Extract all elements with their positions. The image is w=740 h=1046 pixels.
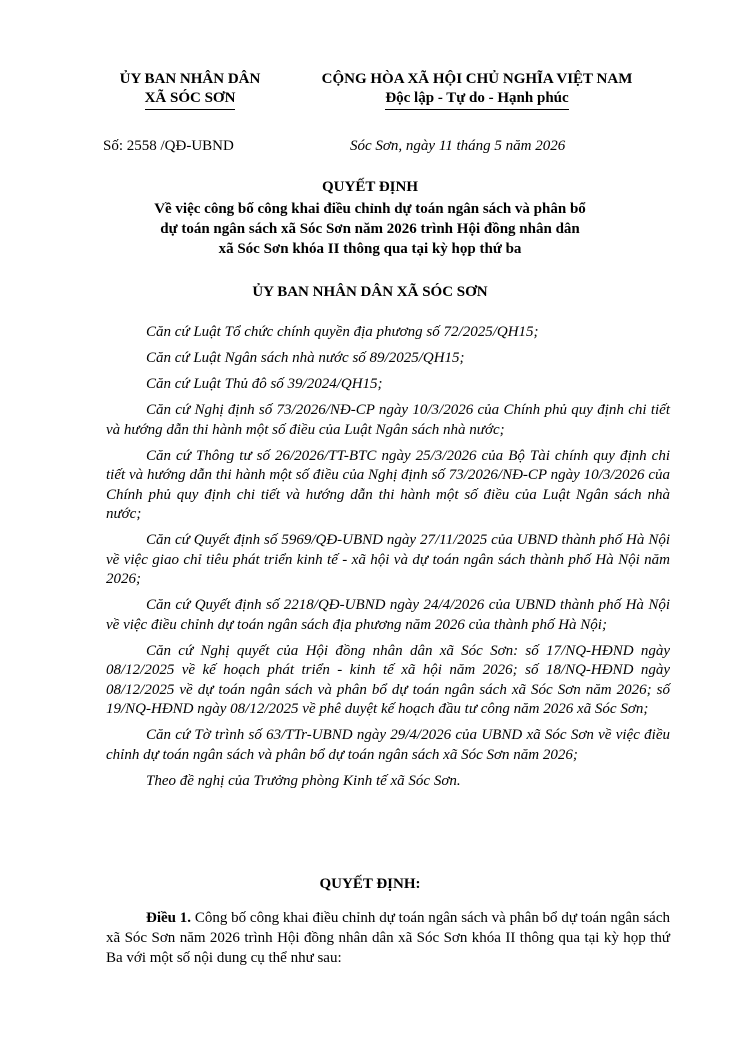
agency-line-2: XÃ SÓC SƠN: [145, 89, 236, 110]
basis-item: Căn cứ Nghị định số 73/2026/NĐ-CP ngày 10/3/2026 của Chính phủ quy định chi tiết và hướng dẫn thi hành một số điều của Luật Ngân sách nhà nước;: [106, 402, 670, 438]
legal-bases: [106, 323, 670, 798]
basis-item: Căn cứ Quyết định số 2218/QĐ-UBND ngày 24/4/2026 của UBND thành phố Hà Nội về việc điều chỉnh dự toán ngân sách địa phương năm 2026 của thành phố Hà Nội;: [106, 597, 670, 633]
national-motto: [292, 70, 662, 110]
country-name: CỘNG HÒA XÃ HỘI CHỦ NGHĨA VIỆT NAM: [321, 71, 633, 87]
issuing-agency: [100, 70, 280, 110]
basis-item: Căn cứ Luật Thủ đô số 39/2024/QH15;: [146, 376, 383, 392]
basis-item: Căn cứ Quyết định số 5969/QĐ-UBND ngày 27/11/2025 của UBND thành phố Hà Nội về việc giao chỉ tiêu phát triển kinh tế - xã hội và dự toán ngân sách thành phố Hà Nội năm 2026;: [106, 532, 670, 587]
subtitle-line-2: dự toán ngân sách xã Sóc Sơn năm 2026 trình Hội đồng nhân dân: [160, 221, 580, 237]
agency-line-1: ỦY BAN NHÂN DÂN: [119, 71, 261, 87]
article-1-text: Công bố công khai điều chỉnh dự toán ngân sách và phân bổ dự toán ngân sách xã Sóc Sơn năm 2026 trình Hội đồng nhân dân xã Sóc Sơn khóa II thông qua tại kỳ họp thứ Ba với một số nội dung cụ thể như sau:: [106, 910, 670, 966]
document-title: QUYẾT ĐỊNH: [322, 179, 418, 195]
basis-item: Căn cứ Luật Tổ chức chính quyền địa phương số 72/2025/QH15;: [146, 324, 539, 340]
basis-item: Căn cứ Thông tư số 26/2026/TT-BTC ngày 25/3/2026 của Bộ Tài chính quy định chi tiết và hướng dẫn thi hành một số điều của Nghị định số 73/2026/NĐ-CP ngày 10/3/2026 của Chính phủ quy định chi tiết và hướng dẫn thi hành một số điều của Luật Ngân sách nhà nước;: [106, 447, 670, 522]
document-number: Số: 2558 /QĐ-UBND: [103, 138, 234, 154]
basis-item: Căn cứ Nghị quyết của Hội đồng nhân dân xã Sóc Sơn: số 17/NQ-HĐND ngày 08/12/2025 về kế hoạch phát triển - kinh tế xã hội năm 2026; số 18/NQ-HĐND ngày 08/12/2025 về dự toán ngân sách và phân bổ dự toán ngân sách xã Sóc Sơn năm 2026; số 19/NQ-HĐND ngày 08/12/2025 về phê duyệt kế hoạch đầu tư công năm 2026 xã Sóc Sơn;: [106, 642, 670, 717]
article-1: [106, 908, 670, 968]
place-date: Sóc Sơn, ngày 11 tháng 5 năm 2026: [350, 138, 566, 154]
basis-item: Căn cứ Luật Ngân sách nhà nước số 89/2025/QH15;: [146, 350, 465, 366]
subtitle-line-1: Về việc công bố công khai điều chỉnh dự toán ngân sách và phân bổ: [154, 201, 586, 217]
basis-item: Theo đề nghị của Trưởng phòng Kinh tế xã Sóc Sơn.: [146, 772, 461, 789]
subtitle-line-3: xã Sóc Sơn khóa II thông qua tại kỳ họp thứ ba: [218, 241, 522, 257]
issuer-heading: ỦY BAN NHÂN DÂN XÃ SÓC SƠN: [252, 284, 488, 300]
article-1-label: Điều 1.: [146, 910, 192, 926]
document-subtitle: [100, 199, 640, 259]
basis-item: Căn cứ Tờ trình số 63/TTr-UBND ngày 29/4/2026 của UBND xã Sóc Sơn về việc điều chỉnh dự toán ngân sách và phân bổ dự toán ngân sách xã Sóc Sơn năm 2026;: [106, 727, 670, 763]
motto: Độc lập - Tự do - Hạnh phúc: [385, 89, 568, 110]
decision-heading: QUYẾT ĐỊNH:: [319, 876, 421, 892]
